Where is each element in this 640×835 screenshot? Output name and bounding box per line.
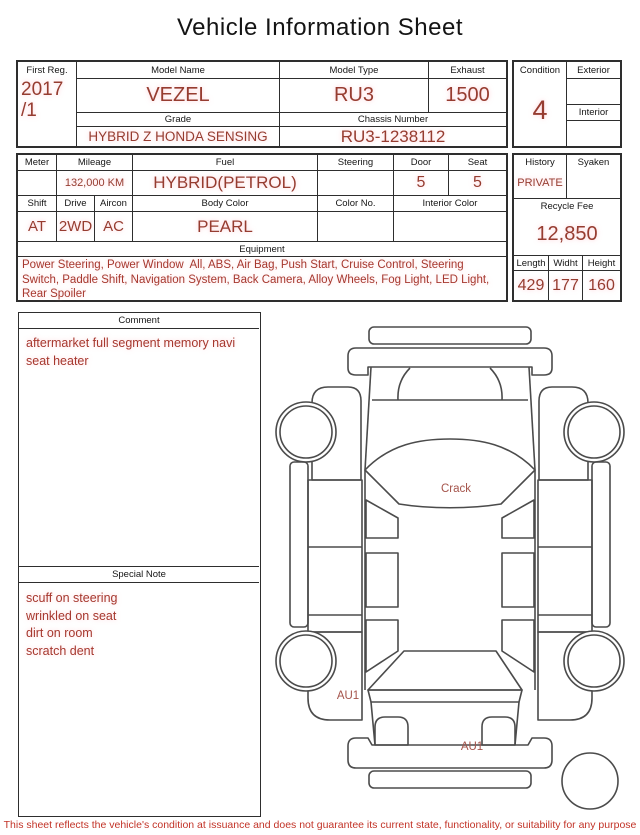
front-left-wheel-inner bbox=[280, 406, 332, 458]
mileage-label: Mileage bbox=[57, 155, 133, 171]
seat-value: 5 bbox=[449, 171, 506, 196]
history-label: History bbox=[525, 157, 555, 168]
length-value: 429 bbox=[517, 276, 545, 294]
taillight-right bbox=[482, 717, 515, 745]
color-no-label: Color No. bbox=[318, 196, 394, 212]
color-no-value bbox=[318, 212, 394, 242]
special-note-label: Special Note bbox=[19, 566, 259, 583]
front-bumper-top-strip bbox=[369, 327, 531, 344]
stamp-circle bbox=[562, 753, 618, 809]
rear-bumper-bottom-strip bbox=[369, 771, 531, 788]
taillight-left bbox=[375, 717, 408, 745]
recycle-fee-value: 12,850 bbox=[514, 214, 620, 256]
special-note-line: dirt on room bbox=[26, 626, 93, 640]
syaken-label: Syaken bbox=[577, 157, 610, 168]
model-type-label: Model Type bbox=[280, 62, 429, 79]
first-reg-cell bbox=[18, 62, 77, 146]
right-rocker-panel bbox=[592, 462, 610, 627]
recycle-fee-label: Recycle Fee bbox=[540, 201, 594, 212]
front-bumper bbox=[348, 348, 552, 375]
interior-color-value bbox=[394, 212, 506, 242]
hood-left-edge bbox=[365, 367, 371, 470]
model-name-label: Model Name bbox=[77, 62, 279, 79]
door-label: Door bbox=[394, 155, 449, 171]
au1-bottom-damage-label: AU1 bbox=[460, 741, 484, 753]
steering-value bbox=[318, 171, 394, 196]
interior-color-label: Interior Color bbox=[394, 196, 506, 212]
grade-label: Grade bbox=[77, 113, 279, 127]
drive-label: Drive bbox=[57, 196, 95, 212]
door-value: 5 bbox=[394, 171, 449, 196]
exhaust-value: 1500 bbox=[429, 79, 506, 113]
height-cell bbox=[583, 256, 620, 300]
special-note-line: scuff on steering bbox=[26, 591, 118, 605]
rear-right-wheel-inner bbox=[568, 635, 620, 687]
body-color-label: Body Color bbox=[133, 196, 318, 212]
comment-line: aftermarket full segment memory navi bbox=[26, 336, 236, 350]
length-cell bbox=[514, 256, 549, 300]
type-chassis-column bbox=[280, 62, 506, 146]
interior-label: Interior bbox=[567, 104, 620, 121]
headlight-left bbox=[398, 368, 410, 400]
windshield bbox=[365, 439, 535, 508]
disclaimer-text: This sheet reflects the vehicle's condition at issuance and does not guarantee its current state, functionality, or suitability for any purpose bbox=[3, 819, 637, 831]
history-value: PRIVATE bbox=[517, 177, 563, 189]
special-note-content bbox=[19, 583, 259, 815]
exterior-value bbox=[567, 79, 620, 104]
first-reg-year: 2017 bbox=[21, 79, 64, 100]
seat-label: Seat bbox=[449, 155, 506, 171]
condition-cell bbox=[514, 62, 567, 146]
rear-deck bbox=[368, 690, 522, 702]
exterior-label: Exterior bbox=[567, 62, 620, 79]
width-cell bbox=[549, 256, 583, 300]
car-outline bbox=[276, 327, 624, 809]
height-value: 160 bbox=[588, 276, 615, 294]
mileage-value: 132,000 KM bbox=[57, 171, 133, 196]
condition-label: Condition bbox=[519, 65, 561, 76]
syaken-cell bbox=[567, 155, 620, 199]
comment-line: seat heater bbox=[26, 353, 89, 368]
rear-window bbox=[368, 651, 522, 690]
fuel-label: Fuel bbox=[133, 155, 318, 171]
special-note-line: wrinkled on seat bbox=[26, 608, 117, 623]
car-damage-diagram bbox=[268, 322, 630, 814]
crack-damage-label: Crack bbox=[440, 483, 472, 495]
au1-left-damage-label: AU1 bbox=[336, 690, 360, 702]
equipment-label: Equipment bbox=[18, 242, 506, 257]
front-right-window bbox=[502, 500, 534, 538]
grade-value: HYBRID Z HONDA SENSING bbox=[88, 129, 268, 144]
chassis-number-label: Chassis Number bbox=[280, 113, 506, 127]
shift-label: Shift bbox=[18, 196, 57, 212]
width-value: 177 bbox=[552, 276, 579, 294]
width-label: Widht bbox=[549, 256, 582, 271]
hood-right-edge bbox=[529, 367, 535, 470]
rear-left-window bbox=[366, 553, 398, 607]
quarter-right-window bbox=[502, 620, 534, 672]
history-cell bbox=[514, 155, 567, 199]
body-color-value: PEARL bbox=[133, 212, 318, 242]
model-type-value: RU3 bbox=[280, 79, 429, 113]
meter-label: Meter bbox=[18, 155, 57, 171]
comment-note-box bbox=[18, 312, 261, 817]
drive-value: 2WD bbox=[57, 212, 95, 242]
length-label: Length bbox=[514, 256, 548, 271]
syaken-value bbox=[567, 169, 620, 197]
left-door-column bbox=[308, 480, 362, 632]
chassis-number-value: RU3-1238112 bbox=[340, 126, 446, 146]
first-reg-label: First Reg. bbox=[26, 65, 68, 76]
aircon-label: Aircon bbox=[95, 196, 133, 212]
steering-label: Steering bbox=[318, 155, 394, 171]
interior-value bbox=[567, 121, 620, 146]
spec-table bbox=[16, 153, 508, 302]
exhaust-label: Exhaust bbox=[429, 62, 506, 79]
first-reg-month: /1 bbox=[21, 100, 37, 121]
page-title: Vehicle Information Sheet bbox=[176, 14, 463, 41]
right-door-column bbox=[538, 480, 592, 632]
condition-panel bbox=[512, 60, 622, 148]
fuel-value: HYBRID(PETROL) bbox=[133, 171, 318, 196]
meter-value bbox=[18, 171, 57, 196]
model-name-value: VEZEL bbox=[77, 79, 279, 113]
damage-labels bbox=[337, 483, 483, 753]
comment-label: Comment bbox=[19, 313, 259, 329]
exterior-interior-column bbox=[567, 62, 620, 146]
aircon-value: AC bbox=[95, 212, 133, 242]
model-grade-column bbox=[77, 62, 280, 146]
rear-bumper bbox=[348, 738, 552, 768]
rear-right-window bbox=[502, 553, 534, 607]
left-rocker-panel bbox=[290, 462, 308, 627]
equipment-value: Power Steering, Power Window All, ABS, Air Bag, Push Start, Cruise Control, Steering Switch, Paddle Shift, Navigation System, Back Camera, Alloy Wheels, Fog Light, LED Light, Rear Spoiler bbox=[22, 259, 493, 300]
special-note-line: scratch dent bbox=[26, 643, 95, 658]
registration-table bbox=[16, 60, 508, 148]
condition-value: 4 bbox=[532, 94, 548, 125]
shift-value: AT bbox=[18, 212, 57, 242]
height-label: Height bbox=[583, 256, 620, 271]
quarter-left-window bbox=[366, 620, 398, 672]
front-left-window bbox=[366, 500, 398, 538]
front-right-wheel-inner bbox=[568, 406, 620, 458]
history-panel bbox=[512, 153, 622, 302]
headlight-right bbox=[490, 368, 502, 400]
comment-content bbox=[19, 329, 259, 566]
rear-left-wheel-inner bbox=[280, 635, 332, 687]
